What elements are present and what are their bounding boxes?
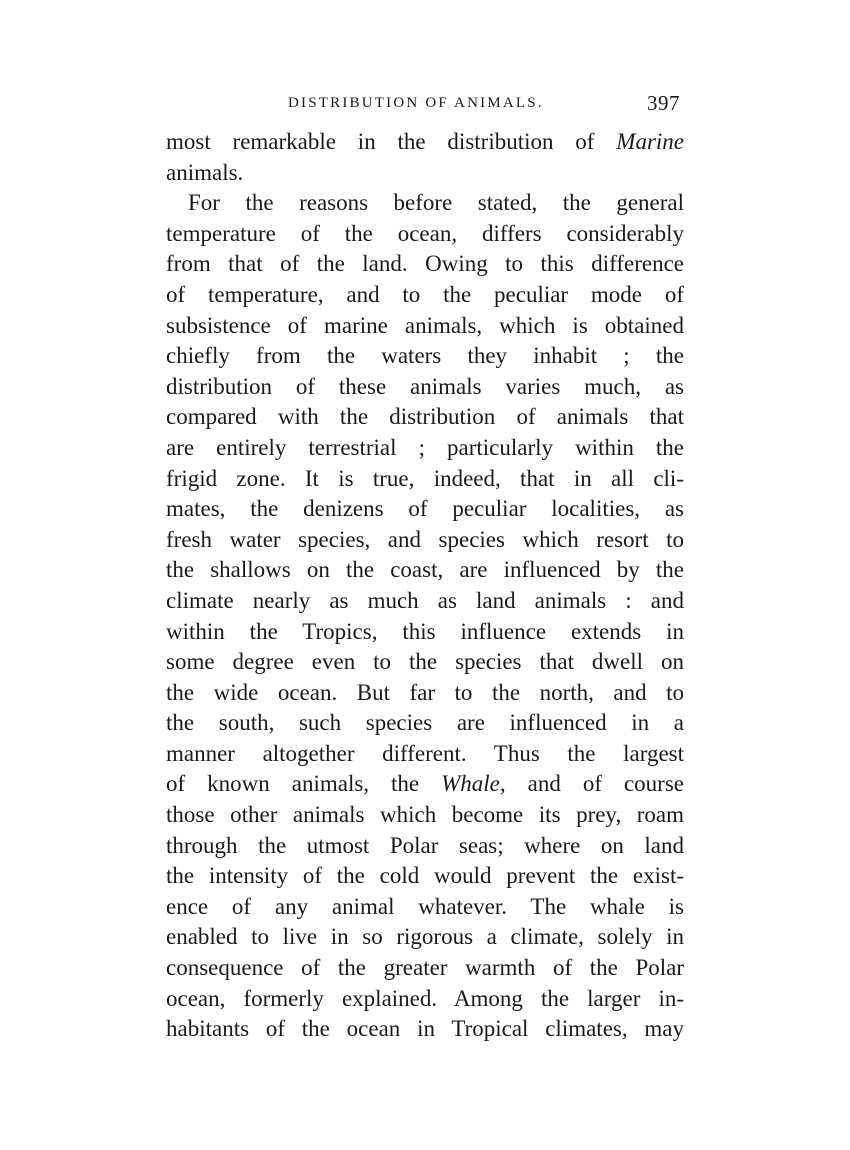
text-line: within the Tropics, this influence extends in <box>166 618 684 644</box>
text-line: temperature of the ocean, differs considerably <box>166 220 684 246</box>
text-line: some degree even to the species that dwell on <box>166 649 684 675</box>
text-line: most remarkable in the distribution of Marine <box>166 129 684 154</box>
text-line: chiefly from the waters they inhabit ; the <box>166 343 684 369</box>
text-line: through the utmost Polar seas; where on land <box>166 832 684 858</box>
text-line: ocean, formerly explained. Among the larger in- <box>166 985 684 1011</box>
text-line: the shallows on the coast, are influenced by the <box>166 557 684 583</box>
text-line: frigid zone. It is true, indeed, that in all cli- <box>166 465 684 491</box>
text-line: compared with the distribution of animals that <box>166 404 684 430</box>
body-text <box>166 127 684 1045</box>
text-line: animals. <box>166 159 244 185</box>
running-head <box>166 91 684 117</box>
text-line: consequence of the greater warmth of the Polar <box>166 955 684 981</box>
text-line: fresh water species, and species which resort to <box>166 526 684 552</box>
text-line: of known animals, the Whale, and of course <box>166 771 685 797</box>
running-head-title: DISTRIBUTION OF ANIMALS. <box>288 95 544 111</box>
page-number: 397 <box>647 91 680 115</box>
text-line: the wide ocean. But far to the north, and to <box>166 679 684 705</box>
text-line: of temperature, and to the peculiar mode of <box>166 281 684 307</box>
text-line: are entirely terrestrial ; particularly within the <box>166 434 684 460</box>
text-line: distribution of these animals varies much, as <box>166 373 684 399</box>
text-line: mates, the denizens of peculiar localities, as <box>166 496 684 522</box>
text-line: the intensity of the cold would prevent the exist- <box>166 863 684 889</box>
text-line: climate nearly as much as land animals : and <box>166 587 684 613</box>
text-line: enabled to live in so rigorous a climate, solely in <box>166 924 684 950</box>
text-line: those other animals which become its prey, roam <box>166 802 684 828</box>
text-line: subsistence of marine animals, which is obtained <box>166 312 684 338</box>
text-line: from that of the land. Owing to this difference <box>166 251 684 277</box>
text-line: the south, such species are influenced in a <box>166 710 684 736</box>
text-line: ence of any animal whatever. The whale is <box>166 893 684 919</box>
text-line: habitants of the ocean in Tropical climates, may <box>166 1016 684 1042</box>
text-line: manner altogether different. Thus the largest <box>166 740 684 766</box>
text-line: For the reasons before stated, the general <box>188 190 684 216</box>
